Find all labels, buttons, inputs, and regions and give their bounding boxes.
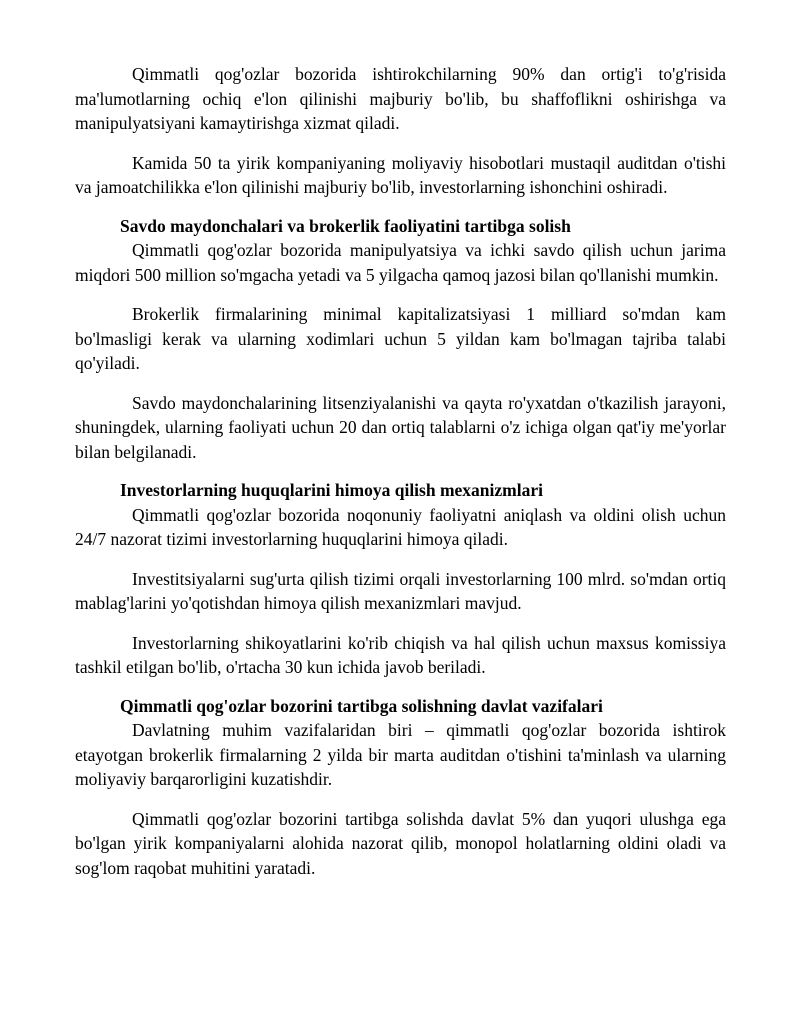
section-heading-trading: Savdo maydonchalari va brokerlik faoliyatini tartibga solish [120, 215, 571, 236]
section-heading-investor-rights: Investorlarning huquqlarini himoya qilish mexanizmlari [120, 480, 543, 500]
document-page [75, 62, 726, 880]
paragraph-broker-capital: Brokerlik firmalarining minimal kapitalizatsiyasi 1 milliard so'mdan kam bo'lmasligi kerak va ularning xodimlari uchun 5 yildan kam bo'lmagan tajriba talabi qo'yiladi. [75, 304, 726, 373]
spacer [75, 616, 726, 631]
paragraph-licensing: Savdo maydonchalarining litsenziyalanishi va qayta ro'yxatdan o'tkazilish jarayoni, shuningdek, ularning faoliyati uchun 20 dan ortiq talablarni o'z ichiga olgan qat'iy me'yorlar bilan belgilanadi. [75, 392, 726, 462]
paragraph-disclosure: Qimmatli qog'ozlar bozorida ishtirokchilarning 90% dan ortig'i to'g'risida ma'lumotlarning ochiq e'lon qilinishi majburiy bo'lib, bu shaffoflikni oshirishga va manipulyatsiyani kamaytirishga xizmat qiladi. [75, 64, 726, 133]
spacer [75, 376, 726, 391]
paragraph-monitoring: Qimmatli qog'ozlar bozorida noqonuniy faoliyatni aniqlash va oldini olish uchun 24/7 nazorat tizimi investorlarning huquqlarini himoya qiladi. [75, 504, 726, 549]
spacer [75, 680, 726, 694]
paragraph-audit: Kamida 50 ta yirik kompaniyaning moliyaviy hisobotlari mustaqil auditdan o'tishi va jamoatchilikka e'lon qilinishi majburiy bo'lib, investorlarning ishonchini oshiradi. [75, 152, 726, 197]
paragraph-monopoly: Qimmatli qog'ozlar bozorini tartibga solishda davlat 5% dan yuqori ulushga ega bo'lgan yirik kompaniyalarni alohida nazorat qilib, monopol holatlarning oldini oladi va sog'lom raqobat muhitini yaratadi. [75, 808, 726, 878]
spacer [75, 287, 726, 302]
paragraph-insurance: Investitsiyalarni sug'urta qilish tizimi orqali investorlarning 100 mlrd. so'mdan ortiq mablag'larini yo'qotishdan himoya qilish mexanizmlari mavjud. [75, 568, 726, 613]
spacer [75, 464, 726, 478]
paragraph-penalties: Qimmatli qog'ozlar bozorida manipulyatsiya va ichki savdo qilish uchun jarima miqdori 500 million so'mgacha yetadi va 5 yilgacha qamoq jazosi bilan qo'llanishi mumkin. [75, 240, 726, 285]
paragraph-complaints: Investorlarning shikoyatlarini ko'rib chiqish va hal qilish uchun maxsus komissiya tashkil etilgan bo'lib, o'rtacha 30 kun ichida javob beriladi. [75, 632, 726, 677]
spacer [75, 552, 726, 567]
spacer [75, 792, 726, 807]
spacer [75, 136, 726, 151]
paragraph-broker-audit: Davlatning muhim vazifalaridan biri – qimmatli qog'ozlar bozorida ishtirok etayotgan brokerlik firmalarning 2 yilda bir marta auditdan o'tishini ta'minlash va ularning moliyaviy barqarorligini kuzatishdir. [75, 720, 726, 789]
spacer [75, 200, 726, 214]
section-heading-state-tasks: Qimmatli qog'ozlar bozorini tartibga solishning davlat vazifalari [120, 695, 603, 716]
